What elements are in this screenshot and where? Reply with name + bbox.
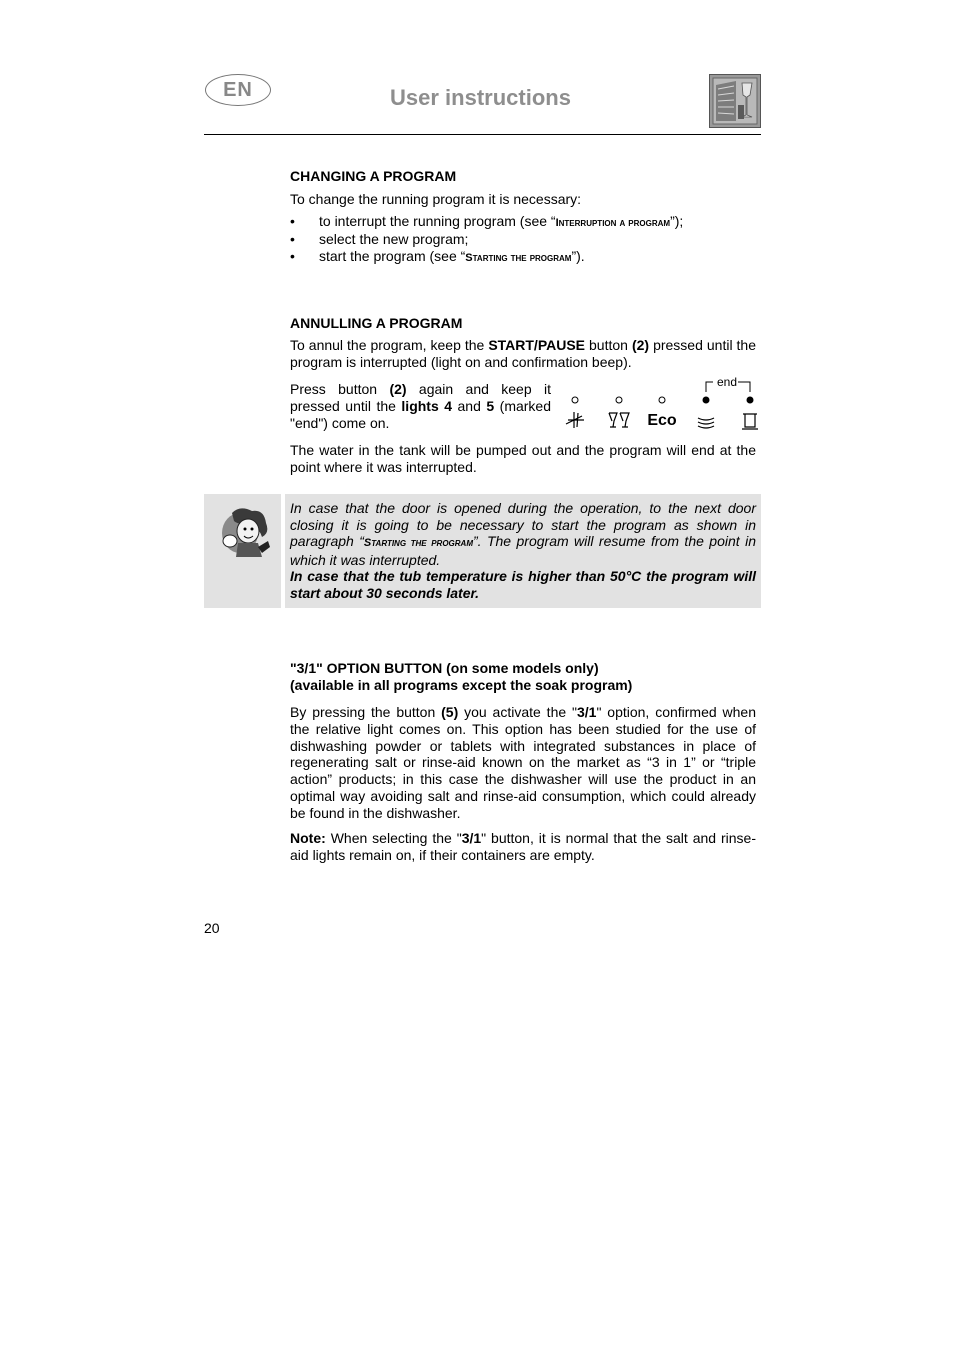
light-3: [659, 397, 665, 403]
plates-icon: [698, 418, 714, 428]
changing-steps-list: [290, 213, 756, 266]
language-label: EN: [223, 78, 253, 101]
note-text: In case that the door is opened during the operation, to the next door closing it is going to be necessary to start the program as shown in paragraph “Starting the program”. The program will resume from the point in which it was interrupted. In case that the tub temperature is higher than 50°C the program will start about 30 seconds later.: [290, 500, 756, 601]
option-note: Note: When selecting the "3/1" button, it is normal that the salt and rinse-aid lights remain on, if their containers are empty.: [290, 830, 756, 863]
eco-label: Eco: [647, 412, 677, 429]
mascot-illustration: [218, 503, 272, 561]
pot-icon: [742, 414, 758, 429]
light-4: [703, 397, 710, 404]
note-divider: [281, 494, 285, 608]
light-2: [616, 397, 622, 403]
option-paragraph-1: By pressing the button (5) you activate the "3/1" option, confirmed when the relative light comes on. This option has been studied for the use of dishwashing powder or tablets with integrated substances in place of regenerating salt or rinse-aid known on the market as “3 in 1” or “triple action” products; in this case the dishwasher will use the product in an optimal way avoiding salt and rinse-aid consumption, which could already be found in the dishwasher.: [290, 704, 756, 821]
page-title: User instructions: [390, 85, 571, 110]
end-bracket: [706, 375, 750, 392]
light-1: [572, 397, 578, 403]
header-divider: [204, 134, 761, 135]
reference-starting: Starting the program: [465, 252, 572, 264]
list-item: • select the new program;: [290, 231, 756, 249]
annulling-paragraph-3: The water in the tank will be pumped out and the program will end at the point where it was interrupted.: [290, 442, 756, 475]
prewash-icon: [566, 412, 584, 428]
section-heading-option: "3/1" OPTION BUTTON (on some models only): [290, 660, 599, 676]
end-label: end: [716, 375, 738, 389]
section-heading-changing: CHANGING A PROGRAM: [290, 168, 457, 184]
reference-interruption: Interruption a program: [555, 217, 671, 229]
reference-starting: Starting the program: [363, 537, 473, 550]
list-item: • start the program (see “Starting the program”).: [290, 248, 756, 266]
annulling-paragraph-2: Press button (2) again and keep it pressed until the lights 4 and 5 (marked "end") come on.: [290, 381, 552, 431]
list-item: • to interrupt the running program (see “Interruption a program”);: [290, 213, 756, 231]
section-heading-annulling: ANNULLING A PROGRAM: [290, 315, 463, 331]
language-badge: [205, 74, 271, 106]
glasses-icon: [609, 413, 629, 427]
annulling-paragraph-1: To annul the program, keep the START/PAUSE button (2) pressed until the program is interrupted (light on and confirmation beep).: [290, 337, 757, 370]
section-subheading-option: (available in all programs except the soak program): [290, 677, 633, 693]
light-5: [747, 397, 754, 404]
page-number: 20: [204, 920, 220, 936]
dishwasher-photo: [709, 74, 761, 128]
control-panel-diagram: [560, 372, 760, 434]
changing-intro: To change the running program it is necessary:: [290, 191, 582, 207]
